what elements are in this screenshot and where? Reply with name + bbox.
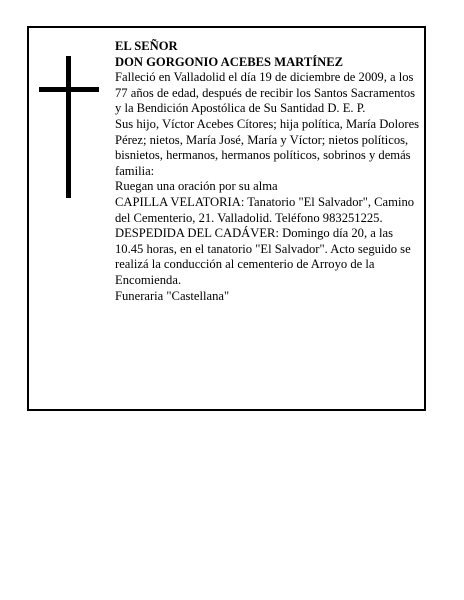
cross-vertical-bar: [66, 56, 71, 198]
family-list: Sus hijo, Víctor Acebes Cítores; hija política, María Dolores Pérez; nietos, María José, María y Víctor; nietos políticos, bisnietos, hermanos, hermanos políticos, sobrinos y demás familia:: [115, 116, 420, 178]
cross-horizontal-bar: [39, 87, 99, 92]
notice-title-line-1: EL SEÑOR: [115, 39, 178, 53]
wake-chapel-info: CAPILLA VELATORIA: Tanatorio "El Salvador", Camino del Cementerio, 21. Valladolid. Teléfono 983251225.: [115, 194, 415, 225]
latin-cross-icon: [39, 56, 99, 198]
funeral-home: Funeraria "Castellana": [115, 288, 230, 303]
notice-text: [115, 39, 423, 304]
deceased-name: DON GORGONIO ACEBES MARTÍNEZ: [115, 54, 344, 69]
prayer-request: Ruegan una oración por su alma: [115, 179, 278, 194]
obituary-notice: [27, 26, 426, 411]
funeral-farewell-info: DESPEDIDA DEL CADÁVER: Domingo día 20, a las 10.45 horas, en el tanatorio "El Salvador". Acto seguido se realizá la conducción al cementerio de Arroyo de la Encomienda.: [115, 226, 411, 287]
death-announcement: Falleció en Valladolid el día 19 de diciembre de 2009, a los 77 años de edad, después de recibir los Santos Sacramentos y la Bendición Apostólica de Su Santidad D. E. P.: [115, 70, 416, 116]
